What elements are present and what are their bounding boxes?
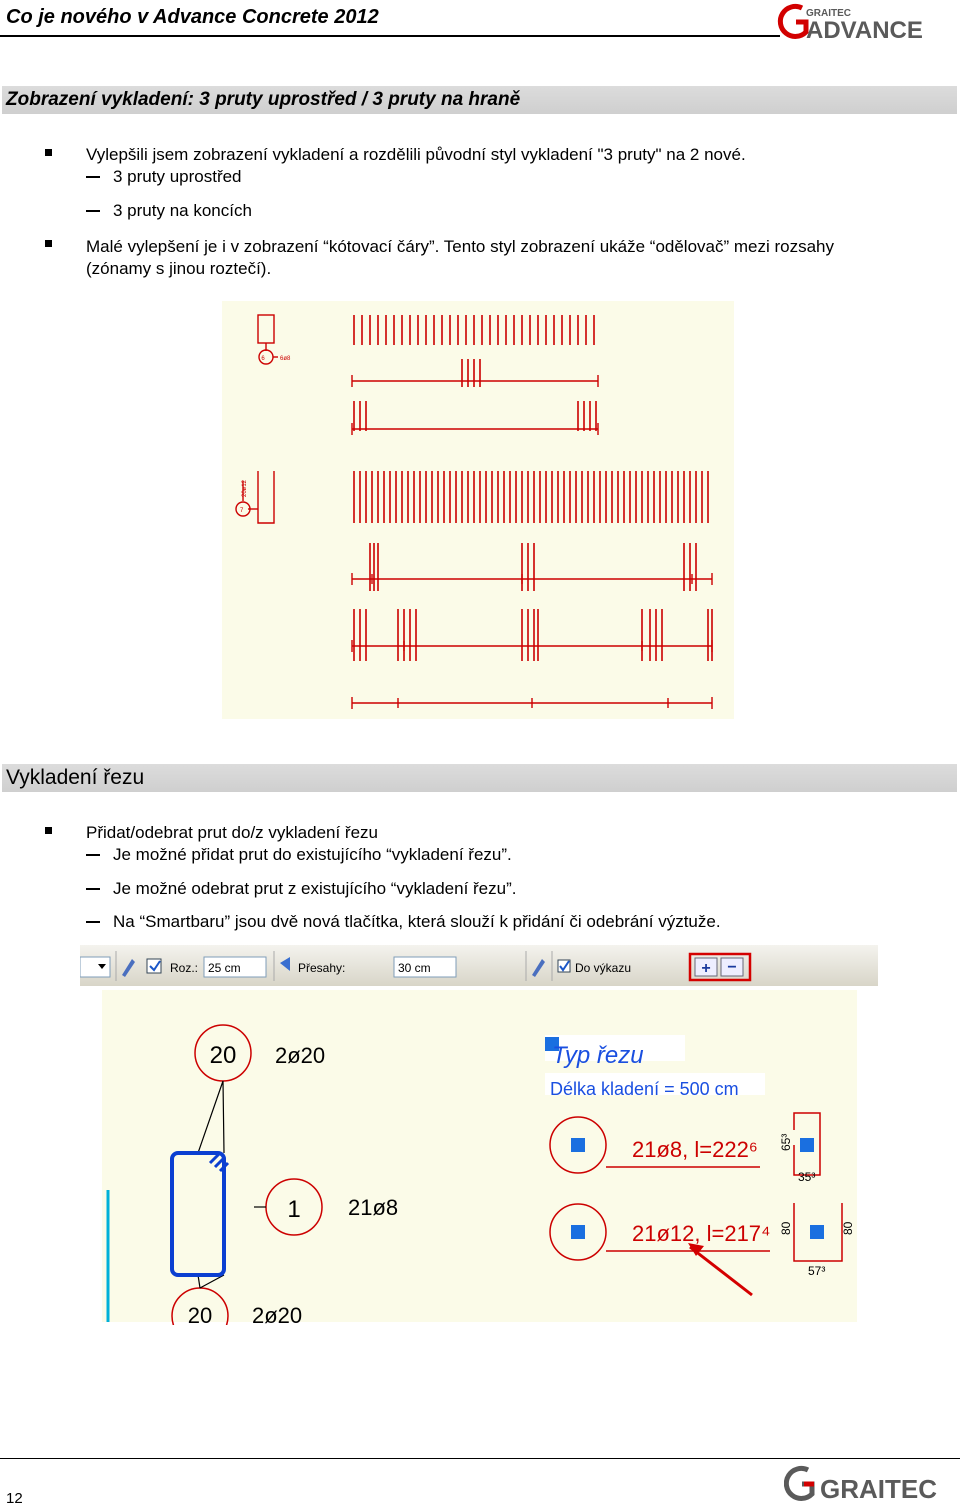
mark-label: 21ø8: [348, 1195, 399, 1220]
mark-label: 7: [240, 508, 244, 514]
document-title: Co je nového v Advance Concrete 2012: [6, 6, 379, 28]
bullet-marker: [45, 149, 52, 156]
do-vykazu-label: Do výkazu: [575, 961, 632, 975]
bullet-text: Vylepšili jsem zobrazení vykladení a rozdělili původní styl vykladení "3 pruty" na 2 nové.: [86, 145, 746, 164]
rebar-display-figure: [222, 301, 734, 719]
dash-marker: [86, 176, 100, 178]
mark-label: 6ø8: [280, 356, 291, 362]
add-label[interactable]: +: [701, 960, 711, 977]
mark-label: 20ø12: [242, 479, 248, 497]
typ-rezu-label: Typ řezu: [552, 1042, 644, 1069]
logo-small-text: GRAITEC: [806, 8, 851, 19]
bullet-marker: [45, 827, 52, 834]
logo-big-text: ADVANCE: [806, 17, 923, 42]
remove-label[interactable]: −: [727, 959, 737, 976]
dash-marker: [86, 888, 100, 890]
bullet-text-cont: (zónamy s jinou roztečí).: [86, 259, 272, 278]
rebar-label: 21ø12, l=217⁴: [632, 1221, 771, 1246]
sub-item-text: Je možné odebrat prut z existujícího “vykladení řezu”.: [113, 879, 517, 898]
section-heading-bar: [2, 86, 957, 114]
delka-label: Délka kladení = 500 cm: [550, 1079, 739, 1099]
graitec-logo: [784, 1464, 956, 1504]
sub-item-text: 3 pruty na koncích: [113, 201, 252, 220]
mark-label: 1: [287, 1196, 301, 1223]
mark-label: 20: [209, 1042, 237, 1069]
mark-label: 2ø20: [275, 1043, 326, 1068]
bullet-text: Přidat/odebrat prut do/z vykladení řezu: [86, 823, 378, 842]
sub-item-text: Je možné přidat prut do existujícího “vykladení řezu”.: [113, 845, 512, 864]
page-number: 12: [6, 1490, 23, 1507]
dimension-label: 57³: [808, 1264, 826, 1278]
dimension-label: 80: [841, 1221, 855, 1235]
rebar-label: 21ø8, l=222⁶: [632, 1137, 758, 1162]
logo-text: GRAITEC: [820, 1474, 937, 1504]
roz-value[interactable]: 25 cm: [208, 961, 241, 975]
sub-item-text: Na “Smartbaru” jsou dvě nová tlačítka, která slouží k přidání či odebrání výztuže.: [113, 912, 721, 931]
sub-item-text: 3 pruty uprostřed: [113, 167, 242, 186]
roz-label: Roz.:: [170, 961, 199, 975]
dash-marker: [86, 210, 100, 212]
bullet-marker: [45, 240, 52, 247]
mark-label: 2ø20: [252, 1303, 303, 1325]
footer-rule: [0, 1458, 960, 1459]
dash-marker: [86, 854, 100, 856]
mark-label: 20: [187, 1303, 213, 1325]
rebar-drawing: [222, 301, 734, 719]
dimension-label: 65³: [779, 1133, 793, 1151]
section-heading-bar: [2, 764, 957, 792]
section-heading: Vykladení řezu: [6, 766, 145, 789]
section-heading: Zobrazení vykladení: 3 pruty uprostřed / 3 pruty na hraně: [6, 89, 521, 110]
smartbar: [80, 945, 878, 986]
section-layout-figure: [80, 945, 878, 1325]
smartbar-drawing: [80, 945, 878, 1325]
presahy-label: Přesahy:: [298, 961, 346, 975]
bullet-text: Malé vylepšení je i v zobrazení “kótovací čáry”. Tento styl zobrazení ukáže “odělovač” mezi rozsahy: [86, 237, 835, 256]
advance-logo: [776, 2, 958, 42]
presahy-value[interactable]: 30 cm: [398, 961, 431, 975]
dimension-label: 80: [779, 1221, 793, 1235]
dimension-label: 35³: [798, 1170, 816, 1184]
header-rule: [0, 35, 780, 37]
dash-marker: [86, 921, 100, 923]
mark-label: 6: [261, 356, 265, 362]
